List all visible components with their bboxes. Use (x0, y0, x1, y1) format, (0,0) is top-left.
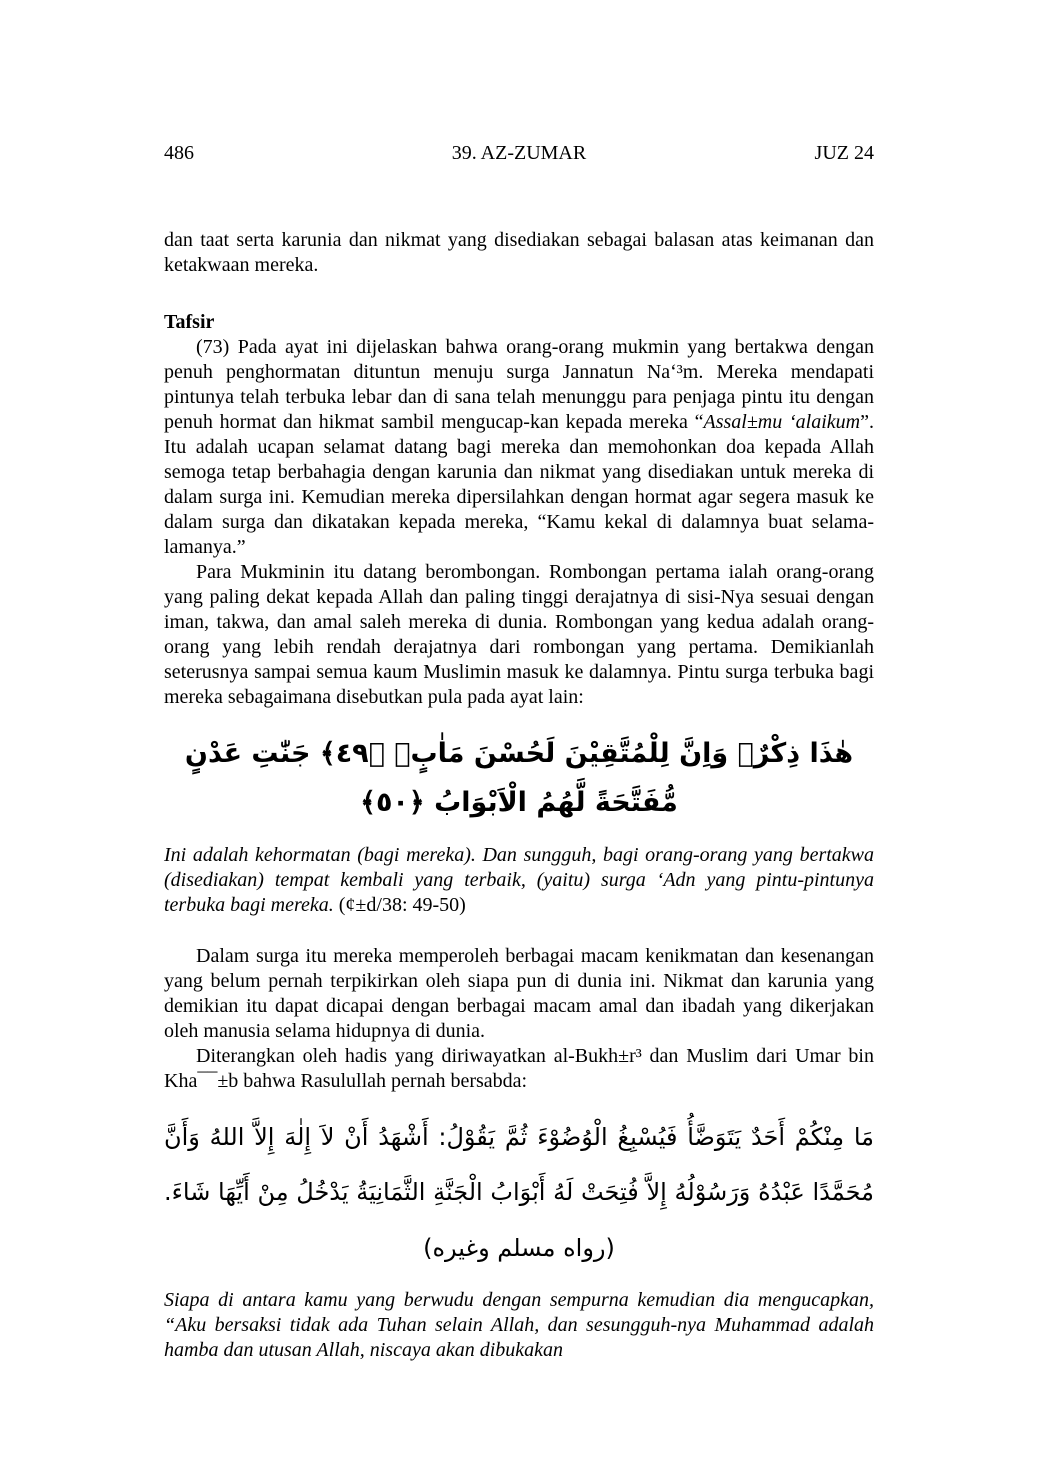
tafsir-heading: Tafsir (164, 311, 215, 333)
page-body (164, 228, 874, 1363)
verse-ayah-translation (164, 843, 874, 918)
verse-translation-text: Ini adalah kehormatan (bagi mereka). Dan sungguh, bagi orang-orang yang bertakwa (disediakan) tempat kembali yang terbaik, (yaitu) surga ‘Adn yang pintu-pintunya terbuka bagi mereka. (164, 844, 874, 917)
intro-paragraph: dan taat serta karunia dan nikmat yang disediakan sebagai balasan atas keimanan dan ketakwaan mereka. (164, 229, 874, 276)
arabic-greeting-italic: Assal±mu ‘alaikum (703, 411, 861, 433)
surah-title: 39. AZ-ZUMAR (451, 142, 587, 164)
tafsir-73-text-before: (73) Pada ayat ini dijelaskan bahwa orang-orang mukmin yang bertakwa dengan penuh penghormatan dituntun menuju surga Jannatun Na‘³m. Mereka mendapati pintunya telah terbuka lebar dan di sana telah menunggu para penjaga pintu itu dengan penuh hormat dan hikmat sambil mengucap-kan kepada mereka “ (164, 336, 874, 433)
paragraph-dalam-surga: Dalam surga itu mereka memperoleh berbagai macam kenikmatan dan kesenangan yang belum pernah terpikirkan oleh siapa pun di dunia ini. Nikmat dan karunia yang demikian itu dapat dicapai dengan berbagai macam amal dan ibadah yang dikerjakan oleh manusia selama hidupnya di dunia. (164, 945, 874, 1043)
paragraph-hadis-intro: Diterangkan oleh hadis yang diriwayatkan al-Bukh±r³ dan Muslim dari Umar bin Kha¯¯±b bahwa Rasulullah pernah bersabda: (164, 1045, 874, 1093)
tafsir-paragraph-73 (164, 335, 874, 560)
juz-label: JUZ 24 (814, 142, 874, 164)
verse-reference: (¢±d/38: 49-50) (333, 894, 466, 917)
paragraph-rombongan: Para Mukminin itu datang berombongan. Rombongan pertama ialah orang-orang yang paling dekat kepada Allah dan paling tinggi derajatnya di sisi-Nya sesuai dengan iman, takwa, dan amal saleh mereka di dunia. Rombongan yang kedua adalah orang-orang yang lebih rendah derajatnya dari rombongan yang pertama. Demikianlah seterusnya sampai semua kaum Muslimin masuk ke dalamnya. Pintu surga terbuka bagi mereka sebagaimana disebutkan pula pada ayat lain: (164, 561, 874, 708)
page-header (164, 140, 874, 166)
hadith-arabic-text: مَا مِنْكُمْ أَحَدٌ يَتَوَضَّأُ فَيُسْبِغُ الْوُضُوْءَ ثُمَّ يَقُوْلُ: أَشْهَدُ أَنْ لاَ إِلٰهَ إِلاَّ اللهُ وَأَنَّ مُحَمَّدًا عَبْدُهُ وَرَسُوْلُهُ إِلاَّ فُتِحَتْ لَهُ أَبْوَابُ الْجَنَّةِ الثَّمَانِيَةُ يَدْخُلُ مِنْ أَيِّهَا شَاءَ. (رواه مسلم وغيره) (164, 1123, 874, 1262)
quran-verse-arabic: هٰذَا ذِكْرٌۗ وَاِنَّ لِلْمُتَّقِيْنَ لَحُسْنَ مَاٰبٍۙ ﴿٤٩﴾ جَنّٰتِ عَدْنٍ مُّفَتَّحَةً لَّهُمُ الْاَبْوَابُ ﴿٥٠﴾ (184, 738, 854, 818)
page-number: 486 (164, 142, 194, 164)
tafsir-73-text-after: ”. Itu adalah ucapan selamat datang bagi mereka dan memohonkan doa kepada Allah semoga tetap berbahagia dengan karunia dan nikmat yang disediakan untuk mereka di dalam surga ini. Kemudian mereka dipersilahkan dengan hormat agar segera masuk ke dalam surga dan dikatakan kepada mereka, “Kamu kekal di dalamnya buat selama-lamanya.” (164, 411, 874, 558)
hadith-translation: Siapa di antara kamu yang berwudu dengan sempurna kemudian dia mengucapkan, “Aku bersaksi tidak ada Tuhan selain Allah, dan sesungguh-nya Muhammad adalah hamba dan utusan Allah, niscaya akan dibukakan (164, 1288, 874, 1361)
